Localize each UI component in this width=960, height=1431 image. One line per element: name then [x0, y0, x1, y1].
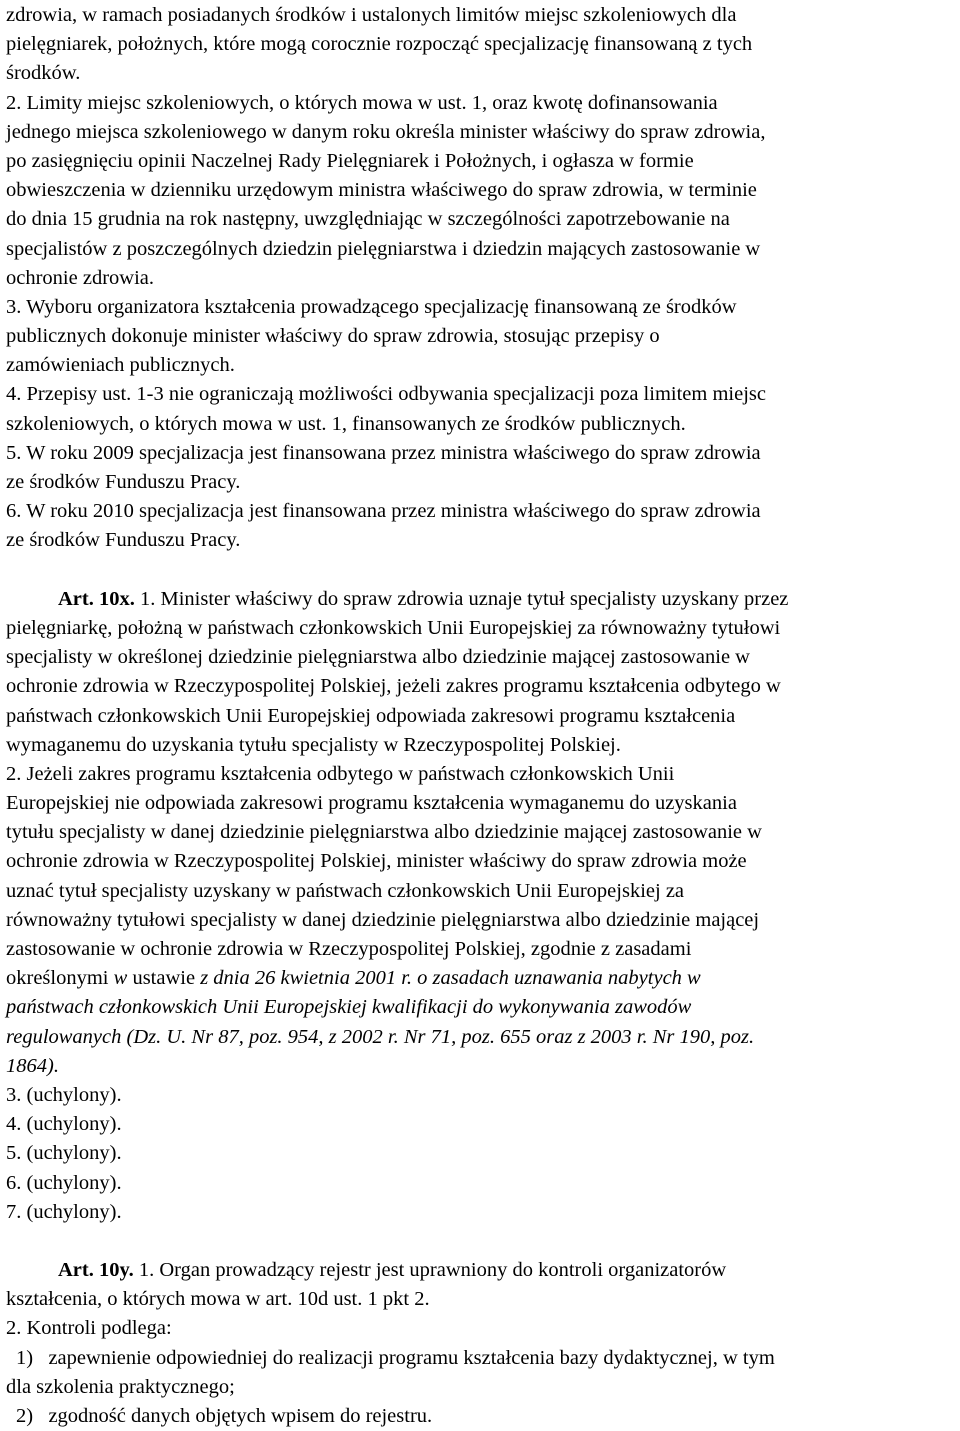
text-line: 2. Jeżeli zakres programu kształcenia odbytego w państwach członkowskich Unii [6, 762, 675, 785]
text-segment-italic: 1864). [6, 1054, 59, 1077]
text-line: 5. W roku 2009 specjalizacja jest finansowana przez ministra właściwego do spraw zdrowia [6, 441, 761, 464]
article-10y-heading: Art. 10y. [58, 1259, 134, 1282]
text-line: pielęgniarek, położnych, które mogą corocznie rozpocząć specjalizację finansowaną z tych [6, 33, 753, 56]
list-item-text: zgodność danych objętych wpisem do rejestru. [48, 1405, 433, 1427]
text-line: obwieszczenia w dzienniku urzędowym ministra właściwego do spraw zdrowia, w terminie [6, 179, 757, 202]
list-item-text: zapewnienie odpowiedniej do realizacji programu kształcenia bazy dydaktycznej, w tym [48, 1346, 775, 1369]
text-line: kształcenia, o których mowa w art. 10d ust. 1 pkt 2. [6, 1288, 430, 1311]
text-line: jednego miejsca szkoleniowego w danym roku określa minister właściwy do spraw zdrowia, [6, 120, 766, 143]
text-line: ochronie zdrowia. [6, 266, 154, 289]
text-line: równoważny tytułowi specjalisty w danej dziedzinie pielęgniarstwa albo dziedzinie mającej [6, 908, 760, 931]
article-continuation [6, 1, 958, 556]
text-line: publicznych dokonuje minister właściwy do spraw zdrowia, stosując przepisy o [6, 325, 660, 348]
text-segment: określonymi [6, 967, 114, 990]
text-segment-italic: z dnia 26 kwietnia 2001 r. o zasadach uznawania nabytych w [200, 967, 701, 990]
text-line: zamówieniach publicznych. [6, 354, 235, 377]
article-10x-first-line [6, 585, 958, 614]
list-item-continuation: dla szkolenia praktycznego; [6, 1375, 235, 1398]
text-line: uznać tytuł specjalisty uzyskany w państwach członkowskich Unii Europejskiej za [6, 879, 685, 902]
repealed-item: 6. (uchylony). [6, 1171, 122, 1194]
text-line: szkoleniowych, o których mowa w ust. 1, finansowanych ze środków publicznych. [6, 412, 686, 435]
article-10y [6, 1256, 958, 1431]
text-segment-italic: państwach członkowskich Unii Europejskiej kwalifikacji do wykonywania zawodów [6, 996, 692, 1019]
text-line: 3. Wyboru organizatora kształcenia prowadzącego specjalizację finansowaną ze środków [6, 295, 737, 318]
text-line: specjalisty w określonej dziedzinie pielęgniarstwa albo dziedzinie mającej zastosowanie w [6, 646, 750, 669]
paragraph-spacer [6, 1227, 958, 1256]
legal-reference-line [6, 964, 958, 993]
text-segment: 1. Organ prowadzący rejestr jest uprawniony do kontroli organizatorów [133, 1259, 727, 1282]
text-line: 2. Limity miejsc szkoleniowych, o których mowa w ust. 1, oraz kwotę dofinansowania [6, 91, 718, 114]
repealed-item: 7. (uchylony). [6, 1200, 122, 1223]
text-line: specjalistów z poszczególnych dziedzin pielęgniarstwa i dziedzin mających zastosowanie w [6, 237, 761, 260]
document-page [6, 1, 958, 1431]
repealed-item: 3. (uchylony). [6, 1083, 122, 1106]
text-line: ochronie zdrowia w Rzeczypospolitej Polskiej, jeżeli zakres programu kształcenia odbytego w [6, 675, 781, 698]
text-line: 6. W roku 2010 specjalizacja jest finansowana przez ministra właściwego do spraw zdrowia [6, 500, 761, 523]
legal-reference-line [6, 1023, 958, 1052]
list-item [6, 1402, 958, 1431]
text-line: tytułu specjalisty w danej dziedzinie pielęgniarstwa albo dziedzinie mającej zastosowanie w [6, 821, 762, 844]
article-10x [6, 585, 958, 1227]
text-line: po zasięgnięciu opinii Naczelnej Rady Pielęgniarek i Położnych, i ogłasza w formie [6, 149, 694, 172]
text-line: ze środków Funduszu Pracy. [6, 471, 241, 493]
repealed-item: 4. (uchylony). [6, 1113, 122, 1136]
text-line: środków. [6, 62, 81, 85]
text-line: 2. Kontroli podlega: [6, 1317, 172, 1340]
paragraph-spacer [6, 556, 958, 585]
text-line: ochronie zdrowia w Rzeczypospolitej Polskiej, minister właściwy do spraw zdrowia może [6, 850, 747, 873]
text-line: zdrowia, w ramach posiadanych środków i ustalonych limitów miejsc szkoleniowych dla [6, 4, 737, 26]
text-segment: ustawie [127, 967, 201, 990]
text-segment-italic: regulowanych (Dz. U. Nr 87, poz. 954, z 2002 r. Nr 71, poz. 655 oraz z 2003 r. Nr 190, poz. [6, 1025, 755, 1048]
text-line: 4. Przepisy ust. 1-3 nie ograniczają możliwości odbywania specjalizacji poza limitem miejsc [6, 383, 766, 406]
list-item-number: 2) [16, 1405, 34, 1427]
article-10y-first-line [6, 1256, 958, 1285]
text-line: pielęgniarkę, położną w państwach członkowskich Unii Europejskiej za równoważny tytułowi [6, 616, 781, 639]
list-item [6, 1344, 958, 1373]
text-line: wymaganemu do uzyskania tytułu specjalisty w Rzeczypospolitej Polskiej. [6, 733, 621, 756]
list-item-number: 1) [16, 1346, 34, 1369]
text-line: Europejskiej nie odpowiada zakresowi programu kształcenia wymaganemu do uzyskania [6, 792, 737, 815]
text-segment: 1. Minister właściwy do spraw zdrowia uznaje tytuł specjalisty uzyskany przez [134, 587, 789, 610]
legal-reference-line [6, 1052, 958, 1081]
legal-reference-line [6, 993, 958, 1022]
text-line: do dnia 15 grudnia na rok następny, uwzględniając w szczególności zapotrzebowanie na [6, 208, 730, 231]
text-segment-italic: w [113, 967, 128, 990]
text-line: zastosowanie w ochronie zdrowia w Rzeczypospolitej Polskiej, zgodnie z zasadami [6, 938, 692, 960]
text-line: ze środków Funduszu Pracy. [6, 529, 241, 552]
text-line: państwach członkowskich Unii Europejskiej odpowiada zakresowi programu kształcenia [6, 704, 736, 727]
repealed-item: 5. (uchylony). [6, 1142, 122, 1165]
article-10x-heading: Art. 10x. [58, 587, 135, 610]
